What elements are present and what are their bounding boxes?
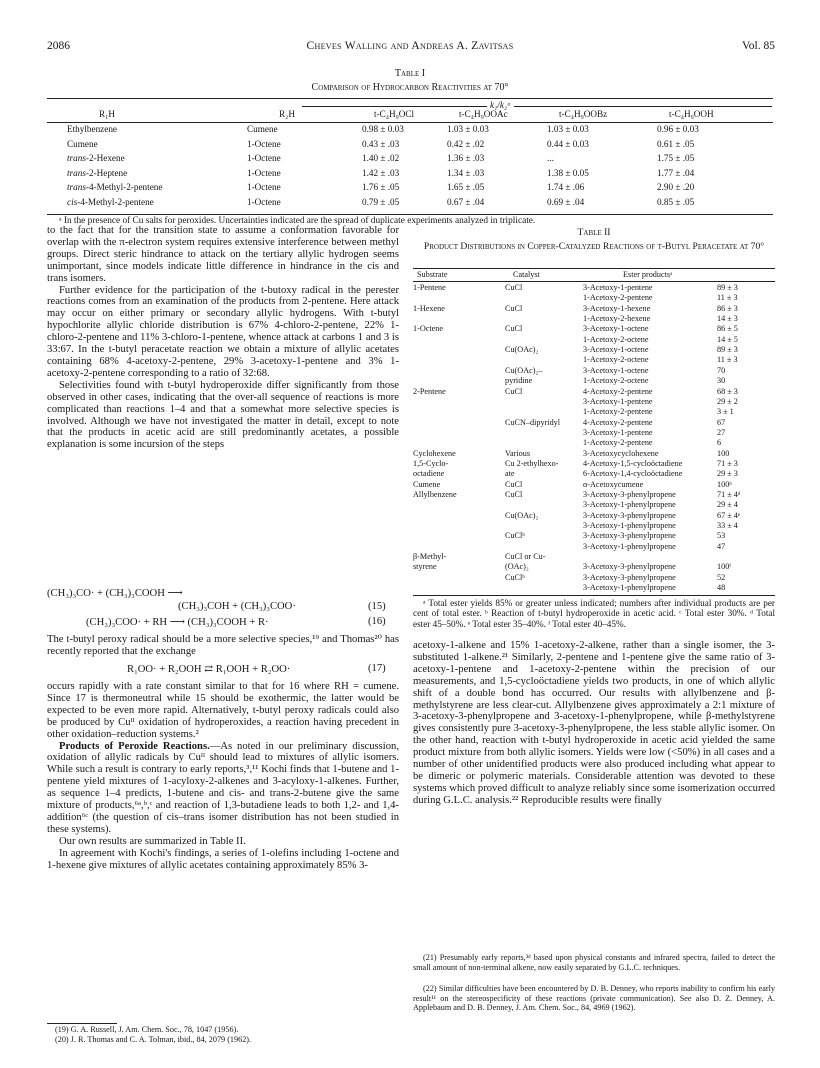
table-1-cell: 0.69 ± .04 <box>547 196 585 207</box>
table-2-cell: 3-Acetoxy-1-octene <box>583 324 649 334</box>
paragraph: acetoxy-1-alkene and 15% 1-acetoxy-2-alkene, rather than a single isomer, the 3-substituted 1-alkene.²¹ Similarly, 2-pentene and 1-pentene give the same ratio of 3-acetoxy-1-pentene and 1-acetoxy-2-pentene within the precision of our measurements, and 1,5-cycloöctadiene yields two products, in one of which allylic shift of a double bond has occurred. Our results with allylbenzene and β-methylstyrene are less clear-cut. Allylbenzene gives approximately a 2:1 mixture of 3-acetoxy-3-phenylpropene and 3-acetoxy-1-phenylpropene, while β-methylstyrene gives consistently pure 3-acetoxy-3-phenylpropene, the less stable allylic isomer. On the other hand, reaction with t-butyl hydroperoxide in acetic acid yielded the same product mixture from both allylic isomers. Yields were low (<50%) in all cases and a number of other unidentified products were also produced including what appear to be dimeric or polymeric materials. Considerable attention was devoted to these systems which proved difficult to analyze reliably since some isomerization occurred during G.L.C. analysis.²² Reproducible results were finally <box>413 640 775 806</box>
footnote-rule <box>47 1023 117 1024</box>
table-2-row <box>413 542 775 552</box>
equation-17-number: (17) <box>368 663 386 674</box>
table-2-column-header: Catalyst <box>513 270 540 279</box>
table-2-cell: 14 ± 5 <box>717 334 738 344</box>
table-1-cell: 0.61 ± .05 <box>657 138 695 149</box>
table-1-cell: Ethylbenzene <box>67 124 117 134</box>
table-2-row <box>413 355 775 365</box>
table-1-cell: 1-Octene <box>247 138 281 149</box>
table-2-header-rule <box>413 281 775 282</box>
table-2-row <box>413 583 775 593</box>
table-2-row <box>413 304 775 314</box>
table-2-row <box>413 531 775 541</box>
table-2-cell: CuCl <box>505 283 523 292</box>
table-2-cell: 3-Acetoxy-3-phenylpropene <box>583 572 676 582</box>
table-1-cell: 0.79 ± .05 <box>362 196 400 207</box>
table-2-cell: 1-Acetoxy-2-pentene <box>583 293 653 303</box>
table-2-cell: 3-Acetoxy-1-phenylpropene <box>583 500 676 510</box>
table-2-cell: 3 ± 1 <box>717 407 734 417</box>
table-2-cell: 3-Acetoxy-1-octene <box>583 365 649 375</box>
table-2-cell: 6 <box>717 438 722 448</box>
table-2-body <box>413 283 775 593</box>
table-2-row <box>413 459 775 469</box>
table-2 <box>413 225 775 629</box>
table-1-body <box>47 124 773 214</box>
table-2-cell: 70 <box>717 365 726 375</box>
table-2-row <box>413 366 775 376</box>
table-2-cell: 4-Acetoxy-2-pentene <box>583 386 653 396</box>
section-heading: Products of Peroxide Reactions. <box>59 740 210 752</box>
table-2-cell: 1-Pentene <box>413 283 446 292</box>
equation-17: R₁OO· + R₂OOH ⇄ R₁OOH + R₂OO· <box>127 664 291 675</box>
table-2-cell: CuCN–dipyridyl <box>505 417 561 427</box>
table-1-cell: 1.77 ± .04 <box>657 167 695 178</box>
equation-16-number: (16) <box>368 616 386 627</box>
equation-16: (CH₃)₃COO· + RH ⟶ (CH₃)₃COOH + R· <box>86 617 269 628</box>
table-2-cell: Various <box>505 448 531 458</box>
table-2-cell: Cu(OAc)₂ <box>505 510 539 520</box>
table-2-header-row <box>413 270 775 280</box>
table-2-top-rule <box>413 268 775 269</box>
table-2-cell: 3-Acetoxy-1-pentene <box>583 427 653 437</box>
table-2-cell: CuCl <box>505 324 523 334</box>
table-2-row <box>413 500 775 510</box>
table-2-cell: Cu(OAc)₂– <box>505 365 543 375</box>
table-2-cell: 4-Acetoxy-2-pentene <box>583 417 653 427</box>
table-2-cell: 29 ± 2 <box>717 396 738 406</box>
table-1-cell: 0.42 ± .02 <box>447 138 485 149</box>
table-2-row <box>413 293 775 303</box>
table-1-span-header: k₁/k₂ᵃ <box>487 100 514 110</box>
table-2-cell: Cu(OAc)₂ <box>505 345 539 355</box>
table-1-column-header: R₁H <box>99 109 115 119</box>
table-2-cell: 3-Acetoxy-1-phenylpropene <box>583 521 676 531</box>
table-2-cell: 33 ± 4 <box>717 521 738 531</box>
table-2-cell: 67 <box>717 417 726 427</box>
table-2-cell: (OAc)₂ <box>505 562 529 572</box>
table-1-cell: 1-Octene <box>247 167 281 178</box>
table-1-cell: trans-2-Hexene <box>67 153 125 163</box>
equation-15-number: (15) <box>368 601 386 612</box>
table-2-row <box>413 562 775 572</box>
table-2-row <box>413 480 775 490</box>
paragraph: occurs rapidly with a rate constant similar to that for 16 where RH = cumene. Since 17 is thermoneutral while 15 should be exothermic, the latter would be expected to be even more rapid. Alternatively, t-butyl peroxy radicals could also be produced by Cuᴵᴵ oxidation of hydroperoxides, a reaction having precedent in other oxidation–reduction systems.² <box>47 681 399 740</box>
table-1-span-rule <box>302 106 772 107</box>
table-2-cell: CuClᵇ <box>505 531 525 541</box>
table-1-cell: 0.67 ± .04 <box>447 196 485 207</box>
table-1-cell: 1-Octene <box>247 196 281 207</box>
paragraph: to the fact that for the transition state to assume a conformation favorable for overlap with the π-electron system requires extensive interference between methyl groups. Direct steric hindrance to attack on the tertiary allylic hydrogen seems unimportant, since models indicate little difference in hindrance in the cis and trans isomers. <box>47 225 399 284</box>
paragraph <box>47 741 399 836</box>
table-2-cell: 3-Acetoxy-3-phenylpropene <box>583 490 676 499</box>
table-2-row <box>413 387 775 397</box>
table-2-cell: 3-Acetoxy-1-pentene <box>583 396 653 406</box>
table-2-cell: 48 <box>717 583 726 593</box>
table-1-bottom-rule <box>47 214 773 215</box>
table-1-column-header: t-C₄H₉OOAc <box>459 109 508 119</box>
table-1-cell: 2.90 ± .20 <box>657 182 695 192</box>
table-2-cell: β-Methyl- <box>413 552 447 562</box>
table-1-cell: Cumene <box>67 138 98 149</box>
table-2-column-header: Ester productsᵃ <box>623 270 673 279</box>
table-1-cell: 1-Octene <box>247 182 281 192</box>
table-1-cell: trans-4-Methyl-2-pentene <box>67 182 163 192</box>
table-1-cell: 1.38 ± 0.05 <box>547 167 589 178</box>
paragraph: Further evidence for the participation of the t-butoxy radical in the perester reactions comes from an examination of the products from 2-pentene. Here attack may occur on either primary or secondary allylic hydrogens. With t-butyl hypochlorite allylic chloride distribution is 67% 4-chloro-2-pentene, 22% 1-chloro-2-pentene and 11% 3-chloro-1-pentene, whence attack at carbons 1 and 3 is 33:67. In the t-butyl peracetate reaction we obtain a mixture of allylic acetates containing 68% 4-acetoxy-2-pentene, 29% 3-acetoxy-1-pentene and 3% 1-acetoxy-2-pentene corresponding to a ratio of 32:68. <box>47 284 399 379</box>
table-2-cell: 100 <box>717 448 730 458</box>
table-2-cell: CuCl <box>505 303 523 313</box>
table-2-row <box>413 335 775 345</box>
volume-label: Vol. 85 <box>741 40 775 52</box>
table-1-top-rule <box>47 98 773 99</box>
table-2-cell: Cyclohexene <box>413 448 456 458</box>
table-2-cell: Cu 2-ethylhexo- <box>505 458 559 468</box>
table-2-cell: CuCl <box>505 479 523 489</box>
equation-15-right: (CH₃)₃COH + (CH₃)₃COO· <box>178 601 296 612</box>
table-2-cell: 52 <box>717 572 726 582</box>
table-2-cell: 4-Acetoxy-1,5-cycloöctadiene <box>583 458 683 468</box>
table-1-column-header: t-C₄H₉OOBz <box>559 109 608 119</box>
table-2-cell: 89 ± 3 <box>717 283 738 292</box>
table-2-cell: 1-Acetoxy-2-octene <box>583 334 649 344</box>
table-1-cell: ... <box>547 153 554 163</box>
table-1-title: Comparison of Hydrocarbon Reactivities at 70° <box>311 82 509 93</box>
right-column <box>413 640 775 807</box>
table-2-cell: 3-Acetoxy-3-phenylpropene <box>583 510 676 520</box>
table-2-cell: 1,5-Cyclo- <box>413 458 449 468</box>
table-1-cell: 0.96 ± 0.03 <box>657 124 699 134</box>
table-1-column-header: t-C₄H₉OCl <box>374 109 415 119</box>
left-column-lower <box>47 681 399 872</box>
table-2-bottom-rule <box>413 595 775 596</box>
table-2-row <box>413 428 775 438</box>
table-1-cell: 1-Octene <box>247 153 281 163</box>
table-2-cell: 86 ± 3 <box>717 303 738 313</box>
table-2-cell: 30 <box>717 376 726 386</box>
table-2-cell: 29 ± 4 <box>717 500 738 510</box>
table-2-row <box>413 438 775 448</box>
table-2-row <box>413 418 775 428</box>
table-2-title: Product Distributions in Copper-Catalyzed Reactions of t-Butyl Peracetate at 70° <box>423 241 765 252</box>
table-2-cell: 53 <box>717 531 726 541</box>
table-2-cell: α-Acetoxycumene <box>583 479 644 489</box>
table-2-cell: 14 ± 3 <box>717 314 738 324</box>
paragraph: Our own results are summarized in Table II. <box>59 835 246 847</box>
table-2-row <box>413 324 775 334</box>
table-2-column-header: Substrate <box>417 270 448 279</box>
table-2-row <box>413 283 775 293</box>
table-2-cell: 86 ± 5 <box>717 324 738 334</box>
table-2-row <box>413 345 775 355</box>
table-1-column-header: R₂H <box>279 109 295 119</box>
table-2-cell: 71 ± 3 <box>717 458 738 468</box>
table-2-cell: 3-Acetoxy-3-phenylpropene <box>583 562 676 572</box>
table-2-cell: 100ᵇ <box>717 479 732 489</box>
table-2-cell: pyridine <box>505 376 533 386</box>
table-2-cell: 71 ± 4ᵈ <box>717 490 741 499</box>
left-column <box>47 225 399 451</box>
table-2-cell: 1-Acetoxy-2-octene <box>583 355 649 365</box>
table-1-cell: 0.85 ± .05 <box>657 196 695 207</box>
table-2-row <box>413 573 775 583</box>
table-2-cell: 6-Acetoxy-1,4-cycloöctadiene <box>583 469 683 479</box>
table-2-cell: 1-Acetoxy-2-pentene <box>583 407 653 417</box>
table-1 <box>47 62 773 252</box>
table-2-cell: 67 ± 4ᵉ <box>717 510 740 520</box>
equation-15-left: (CH₃)₃CO· + (CH₃)₃COOH ⟶ <box>47 588 183 599</box>
table-1-header-row <box>47 109 773 121</box>
table-2-cell: CuClᵇ <box>505 572 525 582</box>
table-2-cell: 2-Pentene <box>413 386 446 396</box>
table-2-cell: 11 ± 3 <box>717 293 738 303</box>
table-2-row <box>413 552 775 562</box>
table-2-row <box>413 511 775 521</box>
table-1-cell: 1.03 ± 0.03 <box>447 124 489 134</box>
table-2-row <box>413 376 775 386</box>
table-2-row <box>413 449 775 459</box>
table-1-column-header: t-C₄H₉OOH <box>669 109 714 119</box>
table-2-row <box>413 407 775 417</box>
table-2-cell: CuCl <box>505 490 523 499</box>
paragraph: The t-butyl peroxy radical should be a more selective species,¹⁹ and Thomas²⁰ has recently reported that the exchange <box>47 634 399 657</box>
table-2-cell: 3-Acetoxy-1-phenylpropene <box>583 541 676 551</box>
table-1-cell: 1.36 ± .03 <box>447 153 485 163</box>
footnote-21: (21) Presumably early reports,³ᵈ based upon physical constants and infrared spectra, failed to detect the small amount of non-terminal alkene, now easily separated by G.L.C. techniques. <box>413 953 775 972</box>
section-text: —As noted in our preliminary discussion, oxidation of allylic radicals by Cuᴵᴵ should lead to mixtures of allylic isomers. While such a result is contrary to early reports,³,¹¹ Kochi finds that 1-butene and 1-pentene yield mixtures of 1-acyloxy-2-alkenes and 3-acyloxy-1-alkenes. Further, as sequence 1–4 predicts, 1-butene and cis- and trans-2-butene give the same mixture of products,⁶ᵃ,ᵇ,ᶜ and reaction of 1,3-butadiene leads to both 1,2- and 1,4-addition⁶ᶜ (the question of cis–trans isomer distribution has not been studied in these systems). <box>47 740 399 835</box>
table-1-cell: 0.44 ± 0.03 <box>547 138 589 149</box>
left-column-continued <box>47 634 399 658</box>
table-1-cell: 0.43 ± .03 <box>362 138 400 149</box>
table-2-cell: ate <box>505 469 515 479</box>
footnote-22: (22) Similar difficulties have been encountered by D. B. Denney, who reports inability to confirm his early result¹¹ on the stereospecificity of these reactions (private communication). See also D. Z. Denney, A. Applebaum and D. B. Denney, J. Am. Chem. Soc., 84, 4969 (1962). <box>413 984 775 1013</box>
table-2-cell: 27 <box>717 427 726 437</box>
table-2-cell: 89 ± 3 <box>717 345 738 355</box>
table-1-cell: 1.75 ± .05 <box>657 153 695 163</box>
table-2-cell: Allylbenzene <box>413 490 457 499</box>
table-2-cell: 100ᶠ <box>717 562 731 572</box>
table-2-row <box>413 521 775 531</box>
table-2-cell: 3-Acetoxy-1-octene <box>583 345 649 355</box>
table-2-cell: 29 ± 3 <box>717 469 738 479</box>
table-2-cell: 1-Acetoxy-2-pentene <box>583 438 653 448</box>
table-1-cell: 1.34 ± .03 <box>447 167 485 178</box>
footnote-20: (20) J. R. Thomas and C. A. Tolman, ibid., 84, 2079 (1962). <box>55 1035 252 1044</box>
table-2-footnote: ᵃ Total ester yields 85% or greater unless indicated; numbers after individual products are per cent of total ester. ᵇ Reaction of t-butyl hydroperoxide in acetic acid. ᶜ Total ester 30%. ᵈ Total ester 45–50%. ᵉ Total ester 35–40%. ᶠ Total ester 40–45%. <box>413 598 775 629</box>
table-1-cell: 1.74 ± .06 <box>547 182 585 192</box>
table-2-cell: 3-Acetoxycyclohexene <box>583 448 659 458</box>
table-1-footnote: ᵃ In the presence of Cu salts for peroxides. Uncertainties indicated are the spread of duplicate experiments analyzed in triplicate. <box>59 216 536 226</box>
table-2-cell: CuCl <box>505 386 523 396</box>
table-2-cell: Cumene <box>413 479 441 489</box>
table-1-cell: 1.76 ± .05 <box>362 182 400 192</box>
table-2-cell: styrene <box>413 562 437 572</box>
table-1-cell: 1.65 ± .05 <box>447 182 485 192</box>
table-2-row <box>413 314 775 324</box>
table-2-cell: octadiene <box>413 469 445 479</box>
table-1-header-rule <box>47 122 773 123</box>
table-2-cell: CuCl or Cu- <box>505 552 546 562</box>
table-1-cell: 1.42 ± .03 <box>362 167 400 178</box>
table-1-cell: 0.98 ± 0.03 <box>362 124 404 134</box>
table-2-cell: 1-Acetoxy-2-hexene <box>583 314 651 324</box>
footnote-19: (19) G. A. Russell, J. Am. Chem. Soc., 78, 1047 (1956). <box>55 1025 239 1034</box>
table-2-cell: 3-Acetoxy-1-pentene <box>583 283 653 292</box>
table-1-cell: 1.40 ± .02 <box>362 153 400 163</box>
table-2-cell: 1-Octene <box>413 324 444 334</box>
table-2-cell: 3-Acetoxy-1-hexene <box>583 303 651 313</box>
paragraph: Selectivities found with t-butyl hydroperoxide differ significantly from those observed in other cases, indicating that the over-all sequence of reactions is more complicated than reactions 1–4 and that a somewhat more selective species is involved. Although we have not investigated the matter in detail, except to note that the products in acetic acid are still predominantly acetates, a possible explanation is some incursion of the steps <box>47 379 399 451</box>
table-2-row <box>413 397 775 407</box>
paragraph: In agreement with Kochi's findings, a series of 1-olefins including 1-octene and 1-hexene give mixtures of allylic acetates containing approximately 85% 3- <box>47 847 399 871</box>
table-2-row <box>413 469 775 479</box>
table-2-cell: 1-Acetoxy-2-octene <box>583 376 649 386</box>
running-title: Cheves Walling and Andreas A. Zavitsas <box>306 40 514 52</box>
table-1-cell: cis-4-Methyl-2-pentene <box>67 196 154 207</box>
table-1-cell: trans-2-Heptene <box>67 167 128 178</box>
table-2-cell: 47 <box>717 541 726 551</box>
table-2-cell: 1-Hexene <box>413 303 445 313</box>
table-1-label: Table I <box>394 68 426 79</box>
table-1-cell: Cumene <box>247 124 278 134</box>
table-2-cell: 3-Acetoxy-3-phenylpropene <box>583 531 676 541</box>
table-2-label: Table II <box>577 227 611 238</box>
table-2-row <box>413 490 775 500</box>
table-2-cell: 11 ± 3 <box>717 355 738 365</box>
table-2-cell: 68 ± 3 <box>717 386 738 396</box>
page-number: 2086 <box>47 40 70 52</box>
table-1-cell: 1.03 ± 0.03 <box>547 124 589 134</box>
table-2-cell: 3-Acetoxy-1-phenylpropene <box>583 583 676 593</box>
